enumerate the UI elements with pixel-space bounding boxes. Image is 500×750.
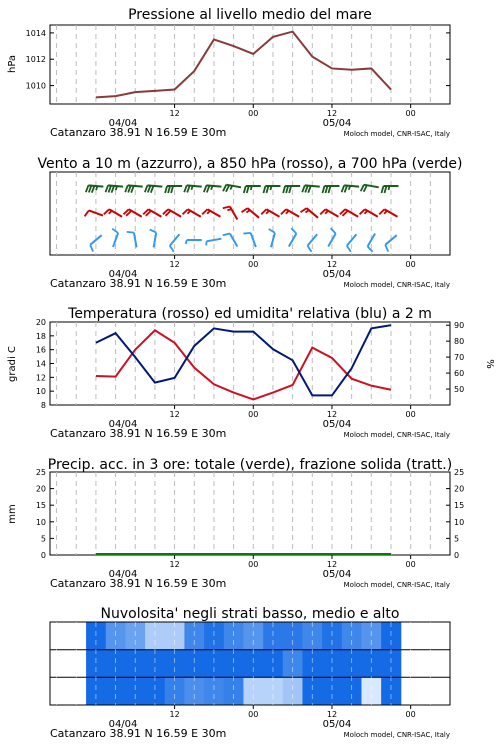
barb-feather	[96, 186, 97, 190]
cloud-cell-basso	[322, 677, 342, 705]
time-tick-label: 00	[248, 260, 259, 269]
barb-feather	[243, 233, 250, 234]
time-tick-label: 12	[169, 410, 180, 419]
cloud-cell-basso	[125, 677, 145, 705]
barb-feather	[365, 211, 368, 214]
date-label: 04/04	[108, 569, 138, 580]
barb-feather	[148, 186, 151, 193]
wind-barb-10m	[186, 240, 202, 244]
wind-barb-700hpa	[223, 185, 241, 192]
barb-feather	[325, 186, 327, 193]
barb-feather	[384, 211, 387, 214]
barb-feather	[266, 186, 268, 193]
barb-feather	[263, 186, 265, 193]
barb-feather	[291, 228, 296, 233]
time-tick-label: 00	[248, 410, 259, 419]
wind-barb-850hpa	[301, 208, 319, 218]
y-tick-label: 20	[35, 484, 46, 494]
barb-feather	[266, 211, 269, 214]
cloud-footer	[50, 719, 450, 740]
barb-feather	[186, 240, 187, 244]
barb-staff	[134, 233, 137, 248]
date-label: 04/04	[108, 719, 138, 730]
cloud-cell-basso	[243, 677, 263, 705]
cloud-cell-basso	[361, 677, 381, 705]
time-tick-label: 12	[169, 260, 180, 269]
barb-feather	[204, 185, 207, 192]
barb-feather	[191, 186, 192, 190]
time-tick-label: 00	[405, 109, 416, 118]
wind-barb-700hpa	[165, 186, 182, 193]
barb-feather	[307, 246, 311, 252]
barb-feather	[168, 186, 170, 193]
barb-feather	[281, 209, 286, 214]
time-tick-label: 12	[169, 710, 180, 719]
wind-barb-10m	[243, 233, 255, 247]
cloud-cell-basso	[145, 677, 165, 705]
y2-tick-label: 25	[454, 468, 465, 477]
barb-feather	[246, 210, 249, 212]
wind-barb-850hpa	[340, 209, 358, 217]
wind-barb-850hpa	[320, 209, 338, 217]
time-tick-label: 00	[405, 260, 416, 269]
barb-feather	[104, 209, 109, 214]
barb-feather	[131, 186, 134, 193]
y-tick-label: 1012	[25, 55, 46, 65]
wind-barb-850hpa	[281, 209, 299, 217]
y2-tick-label: 90	[454, 321, 465, 331]
y-tick-label: 0	[40, 551, 46, 560]
barb-feather	[251, 186, 252, 190]
barb-feather	[261, 209, 266, 214]
y2-tick-label: 15	[454, 501, 465, 511]
wind-barb-700hpa	[184, 185, 202, 192]
time-tick-label: 12	[326, 560, 338, 569]
date-label: 05/04	[322, 269, 352, 280]
time-tick-label: 00	[248, 710, 259, 719]
location-label: Catanzaro 38.91 N 16.59 E 30m	[50, 277, 227, 290]
y-tick-label: 8	[40, 401, 46, 410]
wind-gridlines	[57, 172, 431, 255]
temperature-panel	[7, 306, 495, 440]
precipitation-footer	[50, 569, 450, 590]
barb-feather	[322, 186, 324, 193]
date-label: 04/04	[108, 419, 138, 430]
pressure-title: Pressione al livello medio del mare	[128, 7, 372, 23]
barb-feather	[306, 210, 309, 212]
wind-barb-850hpa	[143, 209, 161, 217]
precipitation-y-ticks	[36, 468, 464, 560]
wind-barb-850hpa	[379, 209, 397, 217]
wind-title: Vento a 10 m (azzurro), a 850 hPa (rosso), a 700 hPa (verde)	[37, 156, 463, 172]
wind-barb-850hpa	[163, 209, 181, 217]
cloud-time-axis	[169, 705, 415, 719]
barb-feather	[90, 245, 93, 252]
barb-feather	[89, 186, 92, 193]
y-tick-label: 25	[35, 468, 46, 477]
pressure-time-axis	[169, 104, 415, 118]
y2-tick-label: 70	[454, 353, 465, 363]
barb-feather	[384, 186, 386, 193]
wind-barb-700hpa	[204, 185, 222, 192]
cloud-title: Nuvolosita' negli strati basso, medio e alto	[100, 606, 400, 622]
barb-feather	[202, 209, 207, 214]
wind-footer	[50, 269, 450, 290]
precipitation-time-axis	[169, 555, 415, 569]
barb-feather	[151, 186, 154, 193]
precipitation-plot-frame	[50, 472, 450, 555]
time-tick-label: 12	[169, 109, 180, 118]
cloud-cell-basso	[342, 677, 362, 705]
y-tick-label: 1010	[25, 81, 46, 91]
barb-feather	[109, 211, 112, 214]
cloud-cell-basso	[224, 677, 244, 705]
date-label: 04/04	[108, 269, 138, 280]
date-label: 05/04	[322, 419, 352, 430]
temperature-time-axis	[169, 405, 415, 419]
wind-barb-700hpa	[86, 185, 104, 192]
temperature-title: Temperatura (rosso) ed umidita' relativa (blu) a 2 m	[68, 306, 432, 322]
y-tick-label: 1014	[25, 28, 46, 38]
barb-feather	[170, 246, 174, 252]
wind-barb-700hpa	[361, 185, 379, 192]
temperature-footer	[50, 419, 450, 440]
barb-feather	[368, 246, 373, 251]
wind-panel	[37, 156, 462, 290]
barb-feather	[328, 186, 330, 193]
precipitation-y-axis-label: mm	[7, 504, 18, 524]
y2-tick-label: 5	[454, 534, 460, 544]
barb-feather	[269, 229, 275, 233]
y2-tick-label: 10	[454, 517, 465, 527]
wind-barb-700hpa	[302, 185, 320, 192]
wind-barb-10m	[269, 229, 275, 247]
time-tick-label: 12	[326, 260, 338, 269]
wind-barb-10m	[223, 234, 238, 247]
date-label: 05/04	[322, 719, 352, 730]
barb-feather	[286, 211, 289, 214]
cloud-cell-basso	[263, 677, 283, 705]
pressure-plot-frame	[50, 25, 450, 104]
humidity-y-axis-label: %	[484, 359, 495, 369]
model-credit: Moloch model, CNR-ISAC, Italy	[343, 281, 450, 289]
barb-feather	[128, 186, 131, 193]
wind-barb-850hpa	[223, 207, 238, 220]
time-tick-label: 12	[326, 410, 338, 419]
barb-feather	[270, 186, 271, 190]
location-label: Catanzaro 38.91 N 16.59 E 30m	[50, 727, 227, 740]
barb-feather	[227, 209, 231, 210]
cloud-cell-basso	[302, 677, 322, 705]
wind-time-axis	[169, 255, 415, 269]
model-credit: Moloch model, CNR-ISAC, Italy	[343, 130, 450, 138]
barb-feather	[305, 186, 308, 193]
barb-feather	[223, 234, 230, 236]
model-credit: Moloch model, CNR-ISAC, Italy	[343, 431, 450, 439]
barb-feather	[171, 186, 173, 193]
wind-barb-700hpa	[244, 186, 261, 193]
barb-feather	[165, 186, 167, 193]
barb-feather	[207, 211, 210, 214]
y-tick-label: 20	[35, 318, 46, 327]
barb-feather	[183, 209, 188, 214]
barb-feather	[302, 185, 305, 192]
barb-feather	[345, 186, 348, 193]
y2-tick-label: 50	[454, 385, 465, 395]
y-tick-label: 10	[35, 387, 46, 397]
y2-tick-label: 60	[454, 369, 465, 379]
barb-feather	[247, 186, 249, 193]
date-label: 04/04	[108, 118, 138, 129]
pressure-line	[96, 32, 391, 98]
barb-feather	[127, 232, 134, 233]
wind-barb-850hpa	[85, 210, 103, 216]
barb-feather	[125, 185, 128, 192]
cloud-cells	[86, 622, 401, 705]
barb-feather	[184, 185, 187, 192]
cloud-cell-basso	[165, 677, 185, 705]
time-tick-label: 00	[405, 560, 416, 569]
wind-barb-850hpa	[183, 209, 201, 217]
barb-feather	[116, 186, 117, 190]
barb-feather	[86, 185, 89, 192]
y2-tick-label: 20	[454, 484, 465, 494]
barb-feather	[360, 209, 365, 214]
y-tick-label: 14	[35, 359, 46, 369]
wind-barb-700hpa	[263, 186, 280, 193]
wind-barb-700hpa	[342, 185, 360, 192]
time-tick-label: 00	[405, 410, 416, 419]
temperature-y-ticks	[36, 318, 54, 410]
cloud-cell-basso	[283, 677, 303, 705]
y2-tick-label: 80	[454, 337, 465, 347]
wind-barb-850hpa	[124, 209, 142, 217]
barb-feather	[308, 186, 311, 193]
location-label: Catanzaro 38.91 N 16.59 E 30m	[50, 427, 227, 440]
time-tick-label: 12	[169, 560, 180, 569]
barb-feather	[108, 186, 111, 193]
date-label: 05/04	[322, 118, 352, 129]
precipitation-panel	[7, 457, 464, 590]
barb-feather	[187, 211, 190, 214]
wind-barb-850hpa	[261, 209, 279, 217]
barb-feather	[325, 211, 328, 214]
precipitation-title: Precip. acc. in 3 ore: totale (verde), frazione solida (tratt.)	[47, 457, 453, 473]
wind-barb-700hpa	[105, 185, 123, 192]
barb-feather	[105, 185, 108, 192]
barb-feather	[286, 186, 288, 193]
location-label: Catanzaro 38.91 N 16.59 E 30m	[50, 577, 227, 590]
wind-barb-850hpa	[202, 209, 220, 217]
barb-feather	[187, 186, 190, 193]
barb-feather	[320, 209, 325, 214]
cloud-cell-basso	[381, 677, 401, 705]
barb-feather	[342, 185, 345, 192]
date-label: 05/04	[322, 569, 352, 580]
pressure-panel	[7, 7, 450, 139]
model-credit: Moloch model, CNR-ISAC, Italy	[343, 581, 450, 589]
barb-feather	[289, 186, 291, 193]
pressure-y-ticks	[26, 29, 450, 91]
barb-feather	[379, 209, 384, 214]
y-tick-label: 18	[35, 331, 46, 341]
barb-feather	[381, 186, 383, 193]
barb-staff	[154, 233, 157, 248]
barb-feather	[223, 207, 230, 209]
wind-barb-700hpa	[322, 186, 339, 193]
time-tick-label: 00	[248, 560, 259, 569]
cloud-cell-basso	[106, 677, 126, 705]
barb-feather	[385, 245, 388, 252]
pressure-y-axis-label: hPa	[7, 54, 18, 74]
precipitation-gridlines	[57, 472, 431, 555]
humidity-line	[96, 325, 391, 395]
y-tick-label: 15	[35, 501, 46, 511]
barb-feather	[331, 228, 336, 233]
barb-feather	[388, 186, 389, 190]
wind-barb-700hpa	[145, 185, 163, 192]
wind-barb-700hpa	[125, 185, 143, 192]
model-credit: Moloch model, CNR-ISAC, Italy	[343, 731, 450, 739]
cloud-cell-basso	[204, 677, 224, 705]
barb-feather	[85, 210, 89, 216]
barb-feather	[145, 185, 148, 192]
barb-feather	[347, 246, 351, 252]
barb-staff	[207, 239, 222, 242]
y-tick-label: 5	[40, 534, 46, 544]
y-tick-label: 10	[35, 517, 46, 527]
y-tick-label: 16	[35, 345, 46, 355]
temperature-y-axis-label: gradi C	[7, 346, 18, 382]
wind-barb-850hpa	[104, 209, 122, 217]
time-tick-label: 00	[248, 109, 259, 118]
y-tick-label: 12	[35, 373, 46, 383]
wind-barb-700hpa	[283, 186, 300, 193]
y2-tick-label: 0	[454, 551, 460, 560]
cloud-cell-basso	[86, 677, 106, 705]
barb-feather	[283, 186, 285, 193]
pressure-footer	[50, 118, 450, 139]
wind-barb-700hpa	[381, 186, 398, 193]
time-tick-label: 12	[326, 710, 338, 719]
time-tick-label: 12	[326, 109, 338, 118]
wind-barb-850hpa	[242, 208, 260, 218]
temperature-plot-frame	[50, 322, 450, 405]
barb-feather	[349, 186, 350, 190]
cloud-panel	[50, 606, 450, 740]
location-label: Catanzaro 38.91 N 16.59 E 30m	[50, 126, 227, 139]
cloud-cell-basso	[184, 677, 204, 705]
wind-barb-850hpa	[360, 209, 378, 217]
barb-feather	[207, 186, 210, 193]
barb-feather	[244, 186, 246, 193]
humidity-y-ticks	[446, 321, 464, 394]
barb-feather	[92, 186, 95, 193]
barb-feather	[111, 186, 114, 193]
time-tick-label: 00	[405, 710, 416, 719]
pressure-gridlines	[57, 25, 431, 104]
barb-feather	[211, 186, 212, 190]
